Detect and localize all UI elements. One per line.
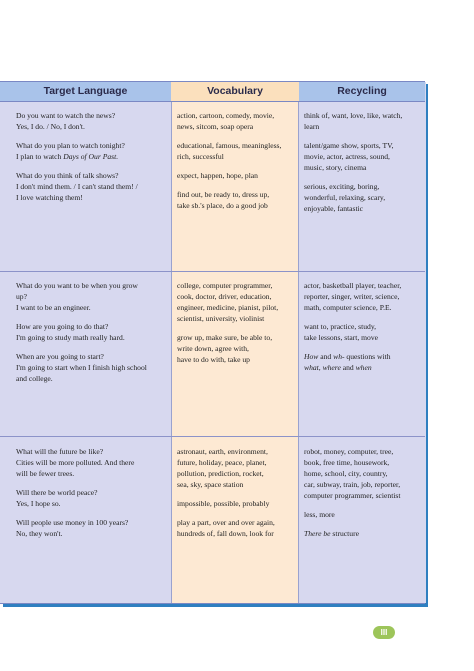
row1-vocab-cell xyxy=(177,110,296,211)
row1-recycling-cell xyxy=(304,110,422,214)
text-line: computer programmer, scientist xyxy=(304,491,401,500)
text-line: astronaut, earth, environment, xyxy=(177,447,268,456)
text-line: I'm going to start when I finish high school xyxy=(16,363,147,372)
text-line: actor, basketball player, teacher, xyxy=(304,281,402,290)
text-line: What do you plan to watch tonight? xyxy=(16,141,125,150)
text-line: find out, be ready to, dress up, xyxy=(177,190,270,199)
row3-recycling-cell xyxy=(304,446,422,539)
page-number-badge: III xyxy=(373,626,395,639)
row-divider xyxy=(0,436,425,437)
text-line: future, holiday, peace, planet, xyxy=(177,458,267,467)
text-line: educational, famous, meaningless, xyxy=(177,141,282,150)
text-line: book, free time, housework, xyxy=(304,458,390,467)
row1-target-cell xyxy=(16,110,166,203)
text-line: movie, actor, actress, sound, xyxy=(304,152,390,161)
text-line: expect, happen, hope, plan xyxy=(177,171,258,180)
text-line: rich, successful xyxy=(177,152,224,161)
row2-recycling-cell xyxy=(304,280,422,373)
text-line: I love watching them! xyxy=(16,193,83,202)
text-line: Yes, I hope so. xyxy=(16,499,61,508)
text-line: How are you going to do that? xyxy=(16,322,109,331)
text-line: sea, sky, space station xyxy=(177,480,244,489)
text-line: grow up, make sure, be able to, xyxy=(177,333,273,342)
text-line: I'm going to study math really hard. xyxy=(16,333,125,342)
text-line: college, computer programmer, xyxy=(177,281,273,290)
text-line: robot, money, computer, tree, xyxy=(304,447,394,456)
text-line: I don't mind them. / I can't stand them! / xyxy=(16,182,138,191)
text-line: Will people use money in 100 years? xyxy=(16,518,129,527)
row3-vocab-cell xyxy=(177,446,296,539)
text-line: There be structure xyxy=(304,529,359,538)
header-recycling: Recycling xyxy=(299,82,425,102)
text-line: What will the future be like? xyxy=(16,447,104,456)
text-line: Will there be world peace? xyxy=(16,488,98,497)
syllabus-table xyxy=(0,81,425,604)
text-line: enjoyable, fantastic xyxy=(304,204,364,213)
text-line: What do you think of talk shows? xyxy=(16,171,119,180)
text-line: play a part, over and over again, xyxy=(177,518,275,527)
header-target-language: Target Language xyxy=(0,82,171,102)
text-line: write down, agree with, xyxy=(177,344,249,353)
text-line: engineer, medicine, pianist, pilot, xyxy=(177,303,279,312)
text-line: take lessons, start, move xyxy=(304,333,379,342)
table-header xyxy=(0,82,425,101)
row2-target-cell xyxy=(16,280,166,384)
text-line: I plan to watch Days of Our Past. xyxy=(16,152,119,161)
text-line: what, where and when xyxy=(304,363,372,372)
text-line: action, cartoon, comedy, movie, xyxy=(177,111,275,120)
text-line: news, sitcom, soap opera xyxy=(177,122,254,131)
text-line: car, subway, train, job, reporter, xyxy=(304,480,401,489)
header-vocabulary: Vocabulary xyxy=(171,82,299,102)
text-line: have to do with, take up xyxy=(177,355,250,364)
text-line: Cities will be more polluted. And there xyxy=(16,458,135,467)
text-line: I want to be an engineer. xyxy=(16,303,91,312)
text-line: music, story, cinema xyxy=(304,163,367,172)
text-line: cook, doctor, driver, education, xyxy=(177,292,272,301)
text-line: impossible, possible, probably xyxy=(177,499,270,508)
text-line: talent/game show, sports, TV, xyxy=(304,141,394,150)
text-line: learn xyxy=(304,122,320,131)
text-line: and college. xyxy=(16,374,53,383)
text-line: scientist, university, violinist xyxy=(177,314,265,323)
text-line: pollution, prediction, rocket, xyxy=(177,469,264,478)
text-line: take sb.'s place, do a good job xyxy=(177,201,268,210)
text-line: Yes, I do. / No, I don't. xyxy=(16,122,85,131)
text-line: hundreds of, fall down, look for xyxy=(177,529,274,538)
text-line: home, school, city, country, xyxy=(304,469,388,478)
row2-vocab-cell xyxy=(177,280,296,365)
text-line: No, they won't. xyxy=(16,529,63,538)
text-line: want to, practice, study, xyxy=(304,322,377,331)
text-line: wonderful, relaxing, scary, xyxy=(304,193,386,202)
row3-target-cell xyxy=(16,446,166,539)
text-line: think of, want, love, like, watch, xyxy=(304,111,403,120)
text-line: serious, exciting, boring, xyxy=(304,182,380,191)
text-line: When are you going to start? xyxy=(16,352,104,361)
text-line: up? xyxy=(16,292,27,301)
text-line: less, more xyxy=(304,510,335,519)
text-line: math, computer science, P.E. xyxy=(304,303,392,312)
text-line: will be fewer trees. xyxy=(16,469,75,478)
text-line: What do you want to be when you grow xyxy=(16,281,138,290)
row-divider xyxy=(0,271,425,272)
text-line: How and wh- questions with xyxy=(304,352,391,361)
text-line: reporter, singer, writer, science, xyxy=(304,292,400,301)
text-line: Do you want to watch the news? xyxy=(16,111,116,120)
